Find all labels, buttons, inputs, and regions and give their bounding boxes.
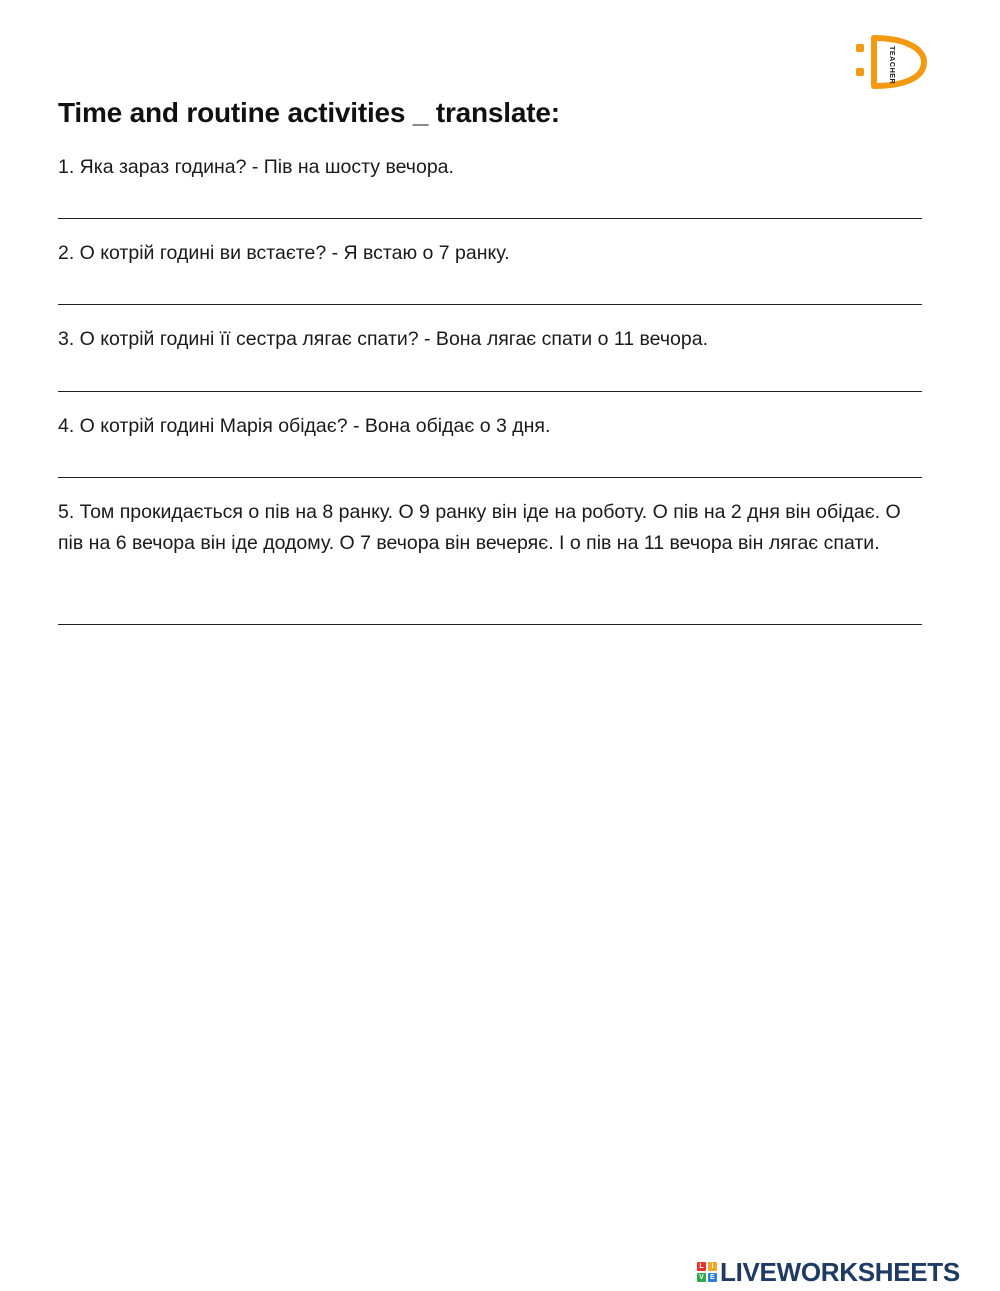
question-2: 2. О котрій годині ви встаєте? - Я встаю о 7 ранку. xyxy=(58,242,510,264)
question-1: 1. Яка зараз година? - Пів на шосту вечора. xyxy=(58,156,454,178)
brand-letter-l: L xyxy=(697,1262,706,1271)
question-4: 4. О котрій годині Марія обідає? - Вона обідає о 3 дня. xyxy=(58,415,551,437)
answer-line-2[interactable] xyxy=(58,304,922,305)
teacher-logo xyxy=(850,30,932,96)
worksheet-title: Time and routine activities _ translate: xyxy=(58,97,560,128)
logo-d-shape xyxy=(874,38,924,86)
brand-letter-i: I xyxy=(708,1262,717,1271)
logo-caption: TEACHER xyxy=(888,46,897,85)
answer-line-3[interactable] xyxy=(58,391,922,392)
logo-colon-dot-top xyxy=(856,44,864,52)
question-5: 5. Том прокидається о пів на 8 ранку. О 9 ранку він іде на роботу. О пів на 2 дня він обідає. О пів на 6 вечора він іде додому. О 7 вечора він вечеряє. І о пів на 11 вечора він лягає спати. xyxy=(58,501,901,554)
answer-line-4[interactable] xyxy=(58,477,922,478)
question-3: 3. О котрій годині її сестра лягає спати? - Вона лягає спати о 11 вечора. xyxy=(58,328,708,350)
answer-line-5[interactable] xyxy=(58,624,922,625)
liveworksheets-icon xyxy=(697,1262,717,1282)
liveworksheets-logo xyxy=(697,1257,960,1287)
brand-letter-v: V xyxy=(697,1273,706,1282)
answer-line-1[interactable] xyxy=(58,218,922,219)
brand-letter-e: E xyxy=(708,1273,717,1282)
liveworksheets-brand-text: LIVEWORKSHEETS xyxy=(720,1256,960,1287)
logo-colon-dot-bottom xyxy=(856,68,864,76)
